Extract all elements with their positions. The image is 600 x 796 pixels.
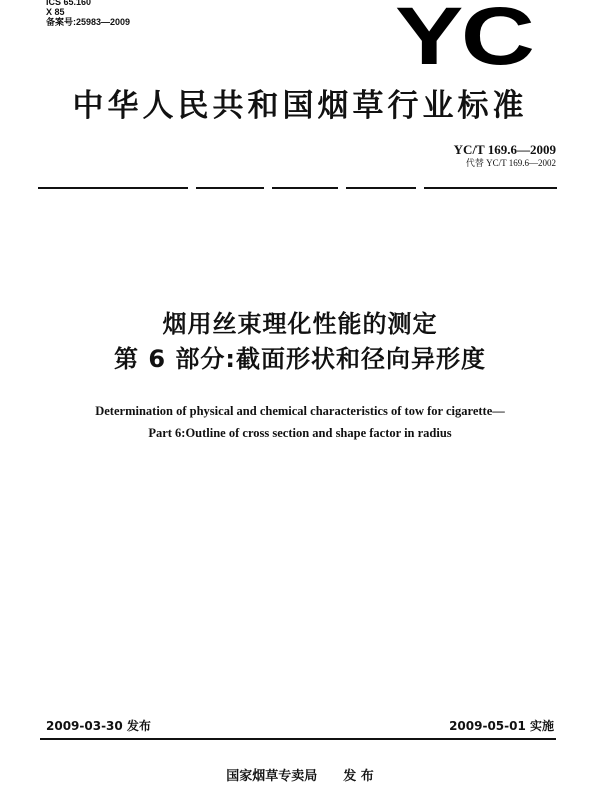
publisher-line (0, 769, 600, 785)
publisher-name: 国家烟草专卖局 (226, 769, 318, 784)
standard-type-title: 中华人民共和国烟草行业标准 (72, 88, 528, 124)
record-number: 备案号:25983—2009 (46, 17, 131, 27)
chinese-title-line-2: 第 6 部分:截面形状和径向异形度 (113, 345, 486, 373)
publish-word: 发 布 (343, 769, 374, 784)
english-title-line-2: Part 6:Outline of cross section and shape factor in radius (148, 426, 452, 440)
implementation-date: 2009-05-01 实施 (449, 719, 554, 733)
yc-logo: YC (395, 0, 533, 82)
english-title-line-1: Determination of physical and chemical characteristics of tow for cigarette— (95, 404, 505, 418)
replaces-standard: 代替 YC/T 169.6—2002 (465, 158, 556, 168)
ics-code: ICS 65.160 (46, 0, 92, 7)
standard-number: YC/T 169.6—2009 (453, 142, 556, 157)
issue-date: 2009-03-30 发布 (46, 719, 151, 733)
chinese-title-line-1: 烟用丝束理化性能的测定 (162, 310, 438, 338)
header-separator (38, 187, 557, 189)
category-code: X 85 (46, 7, 65, 17)
footer-rule (40, 738, 556, 740)
